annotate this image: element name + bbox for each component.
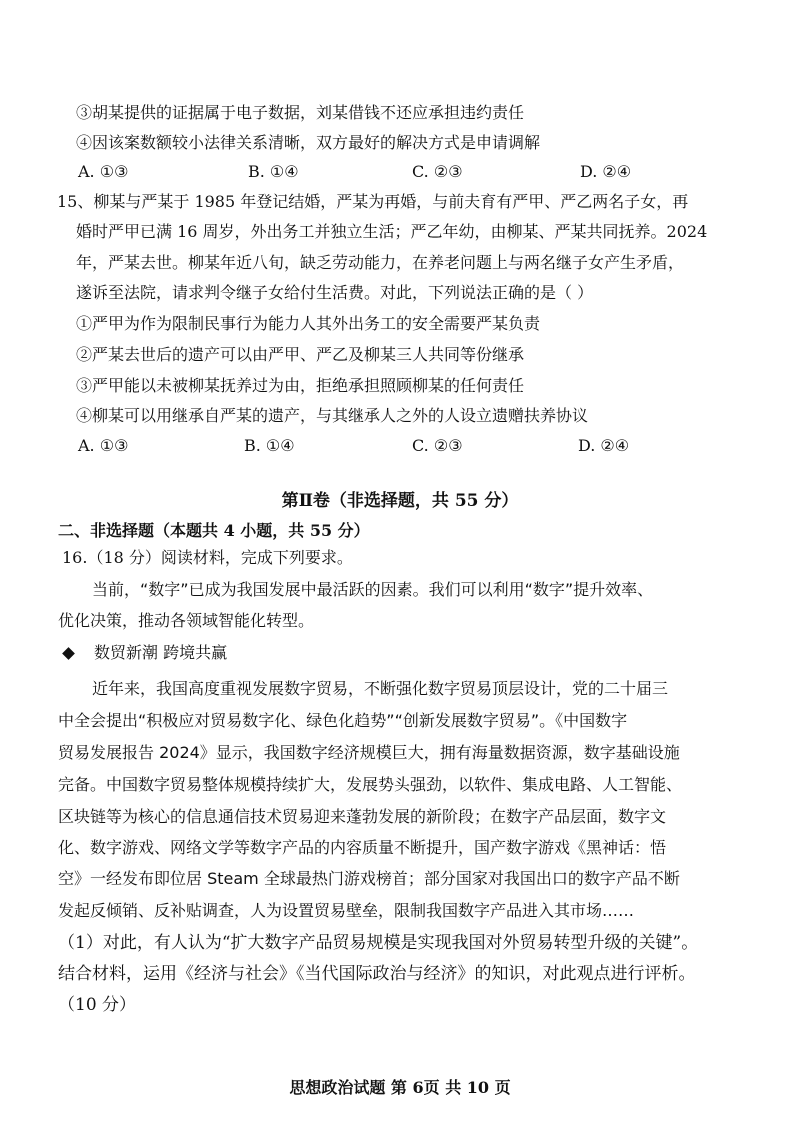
q16-para2-line: 化、数字游戏、网络文学等数字产品的内容质量不断提升，国产数字游戏《黑神话：悟 [58,838,667,857]
q15-item: ④柳某可以用继承自严某的遗产，与其继承人之外的人设立遗赠扶养协议 [76,406,589,425]
q15-item: ②严某去世后的遗产可以由严甲、严乙及柳某三人共同等份继承 [76,345,525,364]
q16-para2-line: 中全会提出“积极应对贸易数字化、绿色化趋势”“创新发展数字贸易”。《中国数字 [58,711,628,730]
q16-subtitle: 数贸新潮 跨境共赢 [94,643,228,662]
section-heading: 二、非选择题（本题共 4 小题，共 55 分） [58,521,370,540]
q14-option-d: D. ②④ [580,162,632,181]
q15-stem-line: 婚时严甲已满 16 周岁，外出务工并独立生活；严乙年幼，由柳某、严某共同抚养。2024 [76,222,708,241]
q14-item-3: ③胡某提供的证据属于电子数据，刘某借钱不还应承担违约责任 [76,103,525,122]
section-title: 第Ⅱ卷（非选择题，共 55 分） [281,491,519,511]
q15-item: ①严甲为作为限制民事行为能力人其外出务工的安全需要严某负责 [76,314,541,333]
q14-item-4: ④因该案数额较小法律关系清晰，双方最好的解决方式是申请调解 [76,133,541,152]
diamond-bullet-icon [62,647,75,660]
q16-para2-line: 近年来，我国高度重视发展数字贸易，不断强化数字贸易顶层设计，党的二十届三 [92,679,669,698]
q16-sub1-line: （1）对此，有人认为“扩大数字产品贸易规模是实现我国对外贸易转型升级的关键”。 [58,933,699,953]
q15-option-c: C. ②③ [412,436,463,455]
q14-option-c: C. ②③ [412,162,463,181]
q16-para2-line: 区块链等为核心的信息通信技术贸易迎来蓬勃发展的新阶段；在数字产品层面，数字文 [58,807,667,826]
q14-option-a: A. ①③ [78,162,129,181]
q16-sub1-line: 结合材料，运用《经济与社会》《当代国际政治与经济》的知识，对此观点进行评析。 [58,964,696,984]
q16-para2-line: 完备。中国数字贸易整体规模持续扩大，发展势头强劲，以软件、集成电路、人工智能、 [58,775,683,794]
q16-para2-line: 贸易发展报告 2024》显示，我国数字经济规模巨大，拥有海量数据资源，数字基础设施 [58,743,680,762]
q15-stem-line: 15、柳某与严某于 1985 年登记结婚，严某为再婚，与前夫育有严甲、严乙两名子女，再 [57,192,689,211]
q16-intro: 16.（18 分）阅读材料，完成下列要求。 [62,548,353,567]
q16-para2-line: 发起反倾销、反补贴调查，人为设置贸易壁垒，限制我国数字产品进入其市场…… [58,901,635,920]
q16-para1-line: 当前，“数字”已成为我国发展中最活跃的因素。我们可以利用“数字”提升效率、 [92,580,654,599]
q15-item: ③严甲能以未被柳某抚养过为由，拒绝承担照顾柳某的任何责任 [76,376,525,395]
q14-option-b: B. ①④ [248,162,299,181]
q16-para2-line: 空》一经发布即位居 Steam 全球最热门游戏榜首；部分国家对我国出口的数字产品不断 [58,869,680,888]
q15-option-d: D. ②④ [578,436,630,455]
q16-sub1-line: （10 分） [58,995,137,1015]
q15-option-b: B. ①④ [244,436,295,455]
q16-para1-line: 优化决策，推动各领域智能化转型。 [58,611,315,630]
q15-option-a: A. ①③ [78,436,129,455]
q15-stem-line: 年，严某去世。柳某年近八旬，缺乏劳动能力，在养老问题上与两名继子女产生矛盾， [76,253,685,272]
q15-stem-line: 遂诉至法院，请求判令继子女给付生活费。对此，下列说法正确的是（ ） [76,283,594,302]
page-footer: 思想政治试题 第 6页 共 10 页 [289,1078,511,1097]
